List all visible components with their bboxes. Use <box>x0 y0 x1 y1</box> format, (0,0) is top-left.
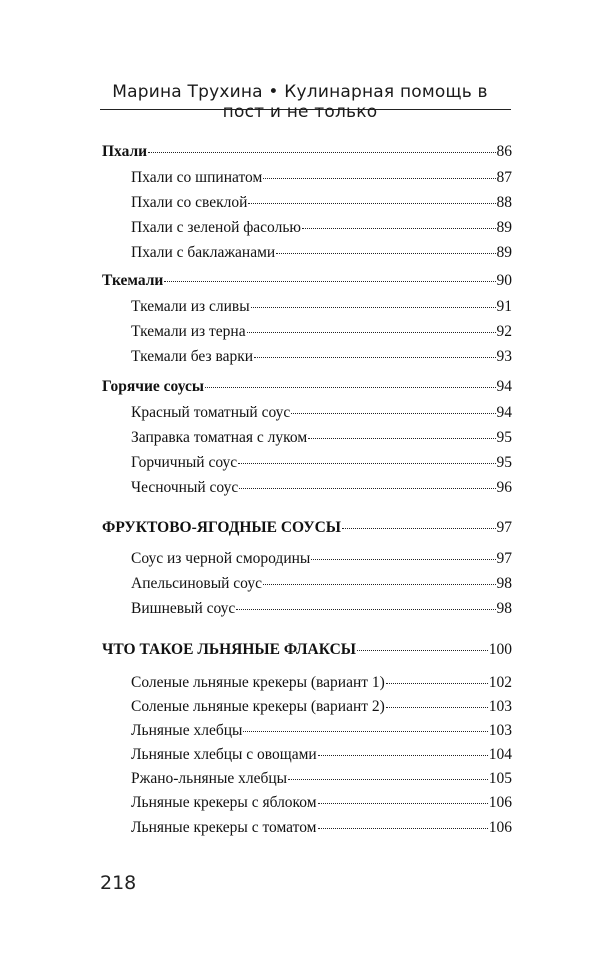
toc-entry-title: Апельсиновый соус <box>131 575 262 592</box>
toc-section-entry <box>102 377 512 397</box>
toc-entry-title: ФРУКТОВО-ЯГОДНЫЕ СОУСЫ <box>102 519 342 536</box>
toc-entry-title: Ткемали <box>102 272 164 289</box>
dot-leader <box>254 357 495 358</box>
toc-entry <box>131 403 512 423</box>
toc-entry-title: Горячие соусы <box>102 378 204 395</box>
toc-entry <box>131 721 512 741</box>
toc-entry-page: 106 <box>488 794 512 811</box>
toc-entry-title: Льняные крекеры с томатом <box>131 819 317 836</box>
toc-entry-page: 93 <box>496 348 512 365</box>
dot-leader <box>357 650 488 651</box>
toc-entry <box>131 745 512 765</box>
toc-entry-title: Пхали со шпинатом <box>131 169 263 186</box>
toc-entry-page: 103 <box>488 722 512 739</box>
toc-section-entry <box>102 518 512 538</box>
toc-entry-page: 98 <box>496 600 512 617</box>
toc-entry-title: Льняные крекеры с яблоком <box>131 794 317 811</box>
toc-entry <box>131 574 512 594</box>
running-head: Марина Трухина • Кулинарная помощь в пост и не только <box>112 82 488 122</box>
toc-entry-title: Заправка томатная с луком <box>131 429 308 446</box>
dot-leader <box>386 707 488 708</box>
toc-entry-title: Вишневый соус <box>131 600 236 617</box>
toc-entry-page: 106 <box>488 819 512 836</box>
dot-leader <box>263 178 495 179</box>
toc-entry <box>131 673 512 693</box>
dot-leader <box>342 528 495 529</box>
toc-entry-title: Красный томатный соус <box>131 404 291 421</box>
toc-entry <box>131 428 512 448</box>
toc-entry-page: 94 <box>496 404 512 421</box>
dot-leader <box>239 488 495 489</box>
dot-leader <box>247 332 496 333</box>
toc-entry-title: Ткемали из терна <box>131 323 246 340</box>
toc-entry <box>131 347 512 367</box>
toc-entry-page: 105 <box>488 770 512 787</box>
toc-entry-page: 94 <box>496 378 512 395</box>
toc-entry <box>131 793 512 813</box>
dot-leader <box>243 731 487 732</box>
toc-entry-page: 103 <box>488 698 512 715</box>
dot-leader <box>148 152 495 153</box>
toc-entry <box>131 297 512 317</box>
toc-entry <box>131 818 512 838</box>
toc-entry-title: Ткемали без варки <box>131 348 254 365</box>
toc-entry-page: 92 <box>496 323 512 340</box>
toc-entry-title: Ткемали из сливы <box>131 298 250 315</box>
dot-leader <box>164 281 495 282</box>
page-number: 218 <box>100 872 137 894</box>
toc-entry-page: 95 <box>496 454 512 471</box>
toc-section-entry <box>102 142 512 162</box>
toc-entry-page: 90 <box>496 272 512 289</box>
toc-entry-page: 89 <box>496 244 512 261</box>
toc-entry-page: 98 <box>496 575 512 592</box>
dot-leader <box>236 609 495 610</box>
dot-leader <box>311 559 495 560</box>
toc-entry-page: 87 <box>496 169 512 186</box>
toc-entry-title: ЧТО ТАКОЕ ЛЬНЯНЫЕ ФЛАКСЫ <box>102 641 357 658</box>
toc-entry-title: Горчичный соус <box>131 454 238 471</box>
toc-section-entry <box>102 271 512 291</box>
dot-leader <box>318 755 488 756</box>
dot-leader <box>386 683 488 684</box>
toc-entry <box>131 599 512 619</box>
toc-entry-page: 91 <box>496 298 512 315</box>
toc-entry-title: Пхали со свеклой <box>131 194 248 211</box>
dot-leader <box>205 387 496 388</box>
toc-entry-title: Соленые льняные крекеры (вариант 2) <box>131 698 385 715</box>
toc-entry-page: 100 <box>488 641 512 658</box>
toc-entry <box>131 549 512 569</box>
toc-section-entry <box>102 640 512 660</box>
toc-entry-page: 104 <box>488 746 512 763</box>
toc-entry <box>131 243 512 263</box>
toc-entry <box>131 193 512 213</box>
toc-entry <box>131 322 512 342</box>
dot-leader <box>308 438 495 439</box>
toc-entry-title: Льняные хлебцы <box>131 722 243 739</box>
toc-entry <box>131 218 512 238</box>
dot-leader <box>263 584 496 585</box>
toc-entry-title: Соус из черной смородины <box>131 550 311 567</box>
dot-leader <box>238 463 495 464</box>
toc-entry-title: Ржано-льняные хлебцы <box>131 770 288 787</box>
toc-entry-title: Льняные хлебцы с овощами <box>131 746 317 763</box>
toc-entry <box>131 478 512 498</box>
dot-leader <box>251 307 496 308</box>
toc-entry-page: 86 <box>496 143 512 160</box>
toc-entry-page: 88 <box>496 194 512 211</box>
toc-entry-page: 97 <box>496 519 512 536</box>
dot-leader <box>318 828 488 829</box>
toc-entry-title: Соленые льняные крекеры (вариант 1) <box>131 674 385 691</box>
toc-entry-title: Пхали <box>102 143 148 160</box>
toc-entry-title: Пхали с зеленой фасолью <box>131 219 301 236</box>
toc-entry-page: 96 <box>496 479 512 496</box>
dot-leader <box>318 803 488 804</box>
dot-leader <box>288 779 488 780</box>
toc-entry <box>131 697 512 717</box>
dot-leader <box>248 203 495 204</box>
toc-entry-page: 95 <box>496 429 512 446</box>
toc-entry <box>131 769 512 789</box>
dot-leader <box>302 228 496 229</box>
toc-entry <box>131 168 512 188</box>
dot-leader <box>276 253 495 254</box>
toc-entry-page: 102 <box>488 674 512 691</box>
toc-entry-title: Чесночный соус <box>131 479 239 496</box>
dot-leader <box>291 413 495 414</box>
toc-entry-page: 97 <box>496 550 512 567</box>
toc-entry <box>131 453 512 473</box>
toc-entry-title: Пхали с баклажанами <box>131 244 276 261</box>
toc-entry-page: 89 <box>496 219 512 236</box>
